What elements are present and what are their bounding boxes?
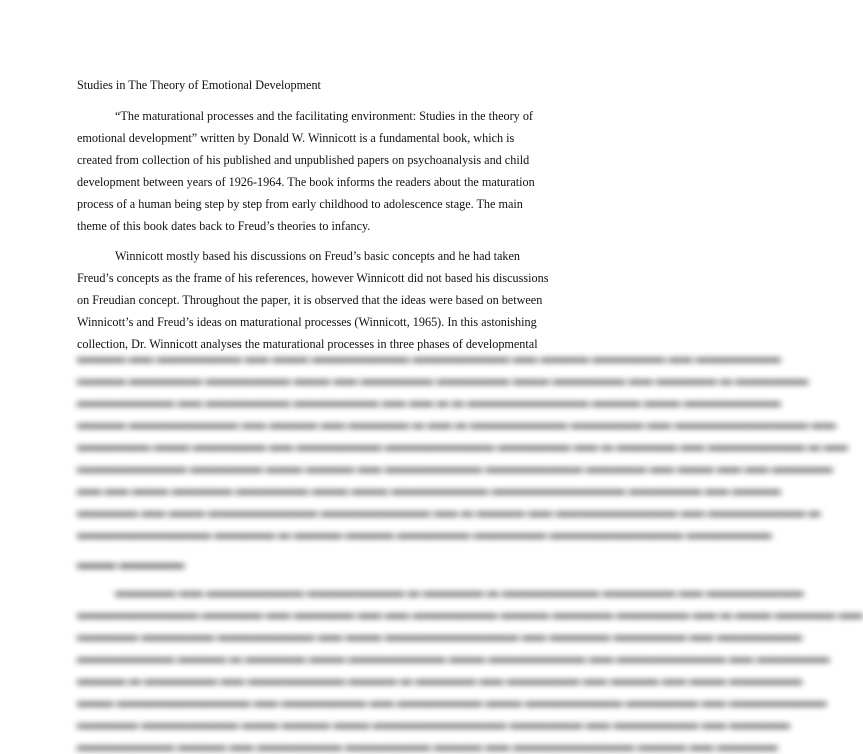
blurred-line: ▬▬▬▬▬▬▬▬▬▬ ▬▬▬▬▬ ▬▬ ▬▬▬▬▬ ▬▬ ▬▬ ▬▬▬▬▬▬▬ ▬▬▬▬ ▬▬▬▬▬ ▬▬▬▬▬▬ ▬▬ ▬ ▬▬▬ ▬▬▬▬▬ ▬▬ xyxy=(77,607,863,621)
paragraph-2-line-5: collection, Dr. Winnicott analyses the maturational processes in three phases of developmental xyxy=(77,337,538,351)
document-title: Studies in The Theory of Emotional Development xyxy=(77,78,321,92)
blurred-line: ▬▬ ▬▬ ▬▬▬ ▬▬▬▬▬ ▬▬▬▬▬▬ ▬▬▬ ▬▬▬ ▬▬▬▬▬▬▬▬ ▬▬▬▬▬▬▬▬▬▬▬ ▬▬▬▬▬▬ ▬▬ ▬▬▬▬ xyxy=(77,483,781,497)
blurred-line: ▬▬▬▬ ▬▬▬▬▬▬ ▬▬▬▬▬▬▬ ▬▬▬ ▬▬ ▬▬▬▬▬▬ ▬▬▬▬▬▬ ▬▬▬ ▬▬▬▬▬▬ ▬▬ ▬▬▬▬▬ ▬ ▬▬▬▬▬▬ xyxy=(77,373,809,387)
blurred-line: ▬▬▬▬▬▬▬▬ ▬▬ ▬▬▬▬▬▬▬ ▬▬▬▬▬▬▬ ▬▬ ▬▬ ▬ ▬ ▬▬▬▬▬▬▬▬▬▬ ▬▬▬▬ ▬▬▬ ▬▬▬▬▬▬▬▬ xyxy=(77,395,781,409)
blurred-line: ▬▬▬▬ ▬▬▬▬▬▬▬▬▬ ▬▬ ▬▬▬▬ ▬▬ ▬▬▬▬▬ ▬ ▬▬ ▬ ▬▬▬▬▬▬▬▬ ▬▬▬▬▬▬ ▬▬ ▬▬▬▬▬▬▬▬▬▬▬ ▬▬ xyxy=(77,417,836,431)
blurred-line: ▬▬▬▬▬▬ ▬▬▬ ▬▬▬▬▬▬ ▬▬ ▬▬▬▬▬▬▬ ▬▬▬▬▬▬▬▬▬ ▬▬▬▬▬▬ ▬▬ ▬ ▬▬▬▬▬ ▬▬ ▬▬▬▬▬▬▬▬ ▬ ▬▬ xyxy=(77,439,848,453)
blurred-heading: ▬▬▬ ▬▬▬▬▬ xyxy=(77,556,185,571)
blurred-line: ▬▬▬▬▬ ▬▬ ▬▬▬ ▬▬▬▬▬▬▬▬▬ ▬▬▬▬▬▬▬▬▬ ▬▬ ▬ ▬▬▬▬ ▬▬ ▬▬▬▬▬▬▬▬▬▬ ▬▬ ▬▬▬▬▬▬▬▬ ▬ xyxy=(77,505,821,519)
blurred-line: ▬▬▬▬▬▬▬▬ ▬▬▬▬ ▬ ▬▬▬▬▬ ▬▬▬ ▬▬▬▬▬▬▬▬ ▬▬▬ ▬▬▬▬▬▬▬▬ ▬▬ ▬▬▬▬▬▬▬▬▬ ▬▬ ▬▬▬▬▬▬ xyxy=(77,651,830,665)
blurred-line: ▬▬▬ ▬▬▬▬▬▬▬▬▬▬▬ ▬▬ ▬▬▬▬▬▬▬ ▬▬ ▬▬▬▬▬▬▬ ▬▬▬ ▬▬▬▬▬▬▬▬ ▬▬▬▬▬▬ ▬▬ ▬▬▬▬▬▬▬▬ xyxy=(77,695,827,709)
paragraph-2-line-2: Freud’s concepts as the frame of his references, however Winnicott did not based his discussions xyxy=(77,271,549,285)
paragraph-1-line-4: development between years of 1926-1964. The book informs the readers about the maturation xyxy=(77,175,535,189)
blurred-line: ▬▬▬▬▬ ▬▬▬▬▬▬▬▬ ▬▬▬ ▬▬▬▬ ▬▬▬ ▬▬▬▬▬▬▬▬▬▬▬ ▬▬▬▬▬▬ ▬▬ ▬▬▬▬▬▬▬ ▬▬ ▬▬▬▬▬ xyxy=(77,717,790,731)
paragraph-2-line-1: Winnicott mostly based his discussions on Freud’s basic concepts and he had taken xyxy=(115,249,521,263)
paragraph-1-line-5: process of a human being step by step from early childhood to adolescence stage. The main xyxy=(77,197,523,211)
blurred-line: ▬▬▬▬ ▬▬ ▬▬▬▬▬▬▬ ▬▬ ▬▬▬ ▬▬▬▬▬▬▬▬ ▬▬▬▬▬▬▬▬ ▬▬ ▬▬▬▬ ▬▬▬▬▬▬ ▬▬ ▬▬▬▬▬▬▬ xyxy=(77,351,781,365)
blurred-line: ▬▬▬▬▬ ▬▬ ▬▬▬▬▬▬▬▬ ▬▬▬▬▬▬▬▬ ▬ ▬▬▬▬▬ ▬ ▬▬▬▬▬▬▬▬ ▬▬▬▬▬▬ ▬▬ ▬▬▬▬▬▬▬▬ xyxy=(115,585,804,599)
blurred-line: ▬▬▬▬▬▬▬▬▬▬▬ ▬▬▬▬▬ ▬ ▬▬▬▬ ▬▬▬▬ ▬▬▬▬▬▬ ▬▬▬▬▬▬ ▬▬▬▬▬▬▬▬▬▬▬ ▬▬▬▬▬▬▬ xyxy=(77,527,772,541)
paragraph-2-line-4: Winnicott’s and Freud’s ideas on maturational processes (Winnicott, 1965). In this astonishing xyxy=(77,315,537,329)
paragraph-1-line-1: “The maturational processes and the facilitating environment: Studies in the theory of xyxy=(115,109,533,123)
blurred-line: ▬▬▬▬ ▬ ▬▬▬▬▬▬ ▬▬ ▬▬▬▬▬▬▬▬ ▬▬▬▬ ▬ ▬▬▬▬▬ ▬▬ ▬▬▬▬▬▬ ▬▬ ▬▬▬▬ ▬▬ ▬▬▬ ▬▬▬▬▬▬ xyxy=(77,673,803,687)
blurred-line: ▬▬▬▬▬ ▬▬▬▬▬▬ ▬▬▬▬▬▬▬▬ ▬▬ ▬▬▬ ▬▬▬▬▬▬▬▬▬▬▬ ▬▬ ▬▬▬▬▬ ▬▬▬▬▬▬ ▬▬ ▬▬▬▬▬▬▬ xyxy=(77,629,803,643)
paragraph-1-line-3: created from collection of his published and unpublished papers on psychoanalysis and child xyxy=(77,153,530,167)
blurred-line: ▬▬▬▬▬▬▬▬ ▬▬▬▬ ▬▬ ▬▬▬▬▬▬▬ ▬▬▬▬▬▬▬ ▬▬▬▬ ▬▬ ▬▬▬▬▬▬▬▬▬▬ ▬▬▬▬ ▬▬ ▬▬▬▬▬ xyxy=(77,739,778,753)
paragraph-1-line-2: emotional development” written by Donald W. Winnicott is a fundamental book, which is xyxy=(77,131,515,145)
paragraph-1-line-6: theme of this book dates back to Freud’s theories to infancy. xyxy=(77,219,371,233)
paragraph-2-line-3: on Freudian concept. Throughout the paper, it is observed that the ideas were based on between xyxy=(77,293,543,307)
blurred-line: ▬▬▬▬▬▬▬▬▬ ▬▬▬▬▬▬ ▬▬▬ ▬▬▬▬ ▬▬ ▬▬▬▬▬▬▬▬ ▬▬▬▬▬▬▬▬ ▬▬▬▬▬ ▬▬ ▬▬▬ ▬▬ ▬▬ ▬▬▬▬▬ xyxy=(77,461,833,475)
